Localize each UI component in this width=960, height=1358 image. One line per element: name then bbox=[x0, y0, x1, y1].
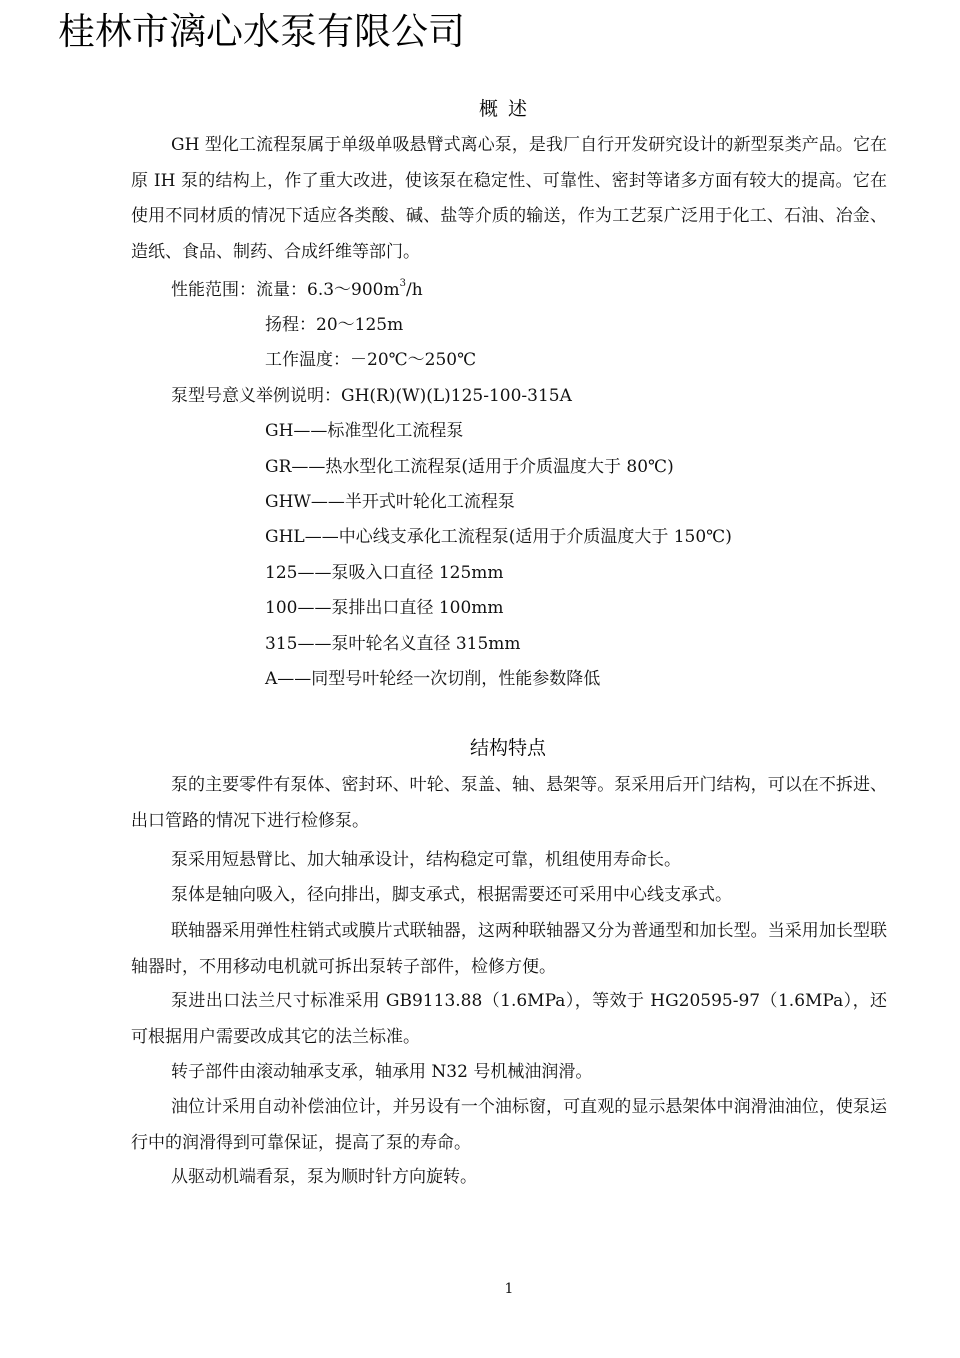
head-range-line: 扬程：20～125m bbox=[265, 315, 404, 335]
overview-heading: 概述 bbox=[478, 98, 537, 120]
structure-paragraph: 泵体是轴向吸入，径向排出，脚支承式，根据需要还可采用中心线支承式。 bbox=[171, 885, 732, 905]
model-item: 125——泵吸入口直径 125mm bbox=[265, 563, 504, 583]
model-item: 315——泵叶轮名义直径 315mm bbox=[265, 634, 521, 654]
model-item: GH——标准型化工流程泵 bbox=[265, 421, 464, 441]
structure-paragraph: 联轴器采用弹性柱销式或膜片式联轴器，这两种联轴器又分为普通型和加长型。当采用加长型联轴器时，不用移动电机就可拆出泵转子部件，检修方便。 bbox=[131, 921, 887, 977]
performance-range-line bbox=[171, 278, 423, 302]
structure-paragraph: 泵的主要零件有泵体、密封环、叶轮、泵盖、轴、悬架等。泵采用后开门结构，可以在不拆进、出口管路的情况下进行检修泵。 bbox=[131, 775, 887, 831]
model-item: A——同型号叶轮经一次切削，性能参数降低 bbox=[265, 669, 601, 689]
model-item: 100——泵排出口直径 100mm bbox=[265, 598, 504, 618]
performance-label: 性能范围： bbox=[171, 280, 256, 300]
flow-superscript: 3 bbox=[399, 278, 406, 290]
structure-paragraph: 油位计采用自动补偿油位计，并另设有一个油标窗，可直观的显示悬架体中润滑油油位，使泵运行中的润滑得到可靠保证，提高了泵的寿命。 bbox=[131, 1097, 887, 1153]
model-example-line: 泵型号意义举例说明：GH(R)(W)(L)125-100-315A bbox=[171, 386, 572, 406]
structure-paragraph: 泵进出口法兰尺寸标准采用 GB9113.88（1.6MPa），等效于 HG20595-97（1.6MPa），还可根据用户需要改成其它的法兰标准。 bbox=[131, 991, 887, 1047]
temperature-range-line: 工作温度：－20℃～250℃ bbox=[265, 350, 477, 370]
model-item: GHW——半开式叶轮化工流程泵 bbox=[265, 492, 515, 512]
structure-paragraph: 转子部件由滚动轴承支承，轴承用 N32 号机械油润滑。 bbox=[171, 1062, 593, 1082]
model-item: GHL——中心线支承化工流程泵(适用于介质温度大于 150℃) bbox=[265, 527, 732, 547]
company-name: 桂林市漓心水泵有限公司 bbox=[58, 10, 465, 53]
flow-range: 流量：6.3～900m bbox=[256, 280, 400, 300]
structure-paragraph: 泵采用短悬臂比、加大轴承设计，结构稳定可靠，机组使用寿命长。 bbox=[171, 850, 681, 870]
structure-heading: 结构特点 bbox=[469, 737, 546, 759]
overview-intro-paragraph: GH 型化工流程泵属于单级单吸悬臂式离心泵，是我厂自行开发研究设计的新型泵类产品。它在原 IH 泵的结构上，作了重大改进，使该泵在稳定性、可靠性、密封等诸多方面有较大的提高。它在使用不同材质的情况下适应各类酸、碱、盐等介质的输送，作为工艺泵广泛用于化工、石油、冶金、造纸、食品、制药、合成纤维等部门。 bbox=[131, 135, 887, 262]
model-item: GR——热水型化工流程泵(适用于介质温度大于 80℃) bbox=[265, 457, 674, 477]
flow-unit: /h bbox=[405, 280, 423, 300]
structure-paragraph: 从驱动机端看泵，泵为顺时针方向旋转。 bbox=[171, 1167, 477, 1187]
page-number: 1 bbox=[504, 1281, 514, 1297]
